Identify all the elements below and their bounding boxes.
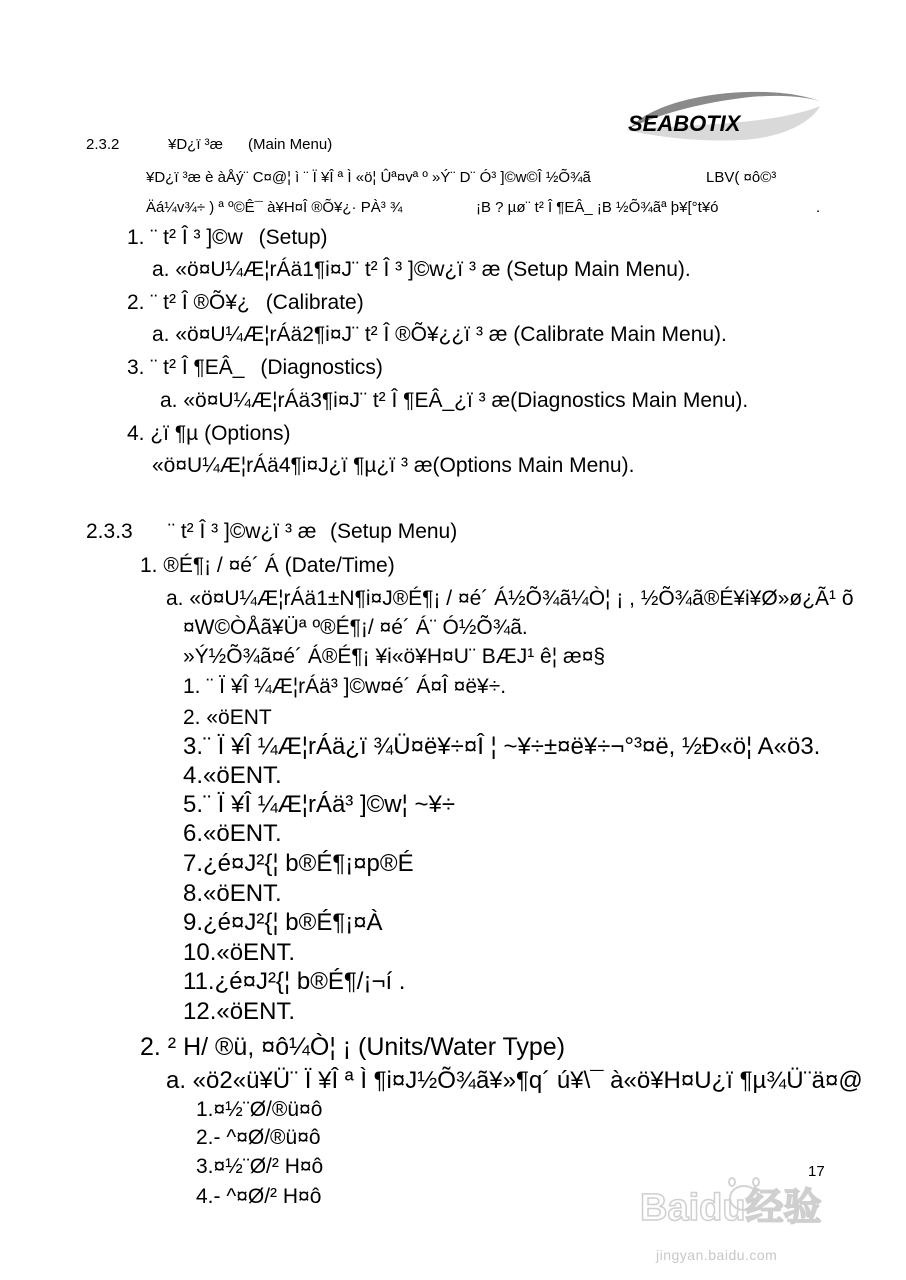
step-item: 11.¿é¤J²{¦ b®É¶/¡¬í .	[183, 968, 406, 995]
units-heading: 2. ² H/ ®ü, ¤ô¼Ò¦ ¡ (Units/Water Type)	[140, 1033, 566, 1061]
page-number: 17	[808, 1163, 825, 1180]
step-item: 1. ¨ Ï ¥Î ¼Æ¦rÁä³ ]©w¤é´ Á¤Î ¤ë¥÷.	[183, 675, 507, 698]
step-item: 9.¿é¤J²{¦ b®É¶¡¤À	[183, 909, 383, 936]
units-option: 4.- ^¤Ø/² H¤ô	[196, 1185, 322, 1208]
intro-line-2: Äá¼v¾÷ ) ª º©Ê¯ à¥H¤Î ®Õ¥¿· PÀ³ ¾	[146, 199, 403, 216]
step-item: 12.«öENT.	[183, 998, 296, 1025]
section-2-3-2-title: ¥D¿ï ³æ	[168, 136, 224, 153]
item-label: ¨ t² Î ¶EÂ_	[150, 356, 245, 379]
date-time-line-1: a. «ö¤U¼Æ¦rÁä1±N¶i¤J®É¶¡ / ¤é´ Á½Õ¾ã¼Ò¦ ¡ , ½Õ¾ã®É¥i¥Ø»ø¿Ã¹ õ	[166, 587, 854, 610]
seabotix-logo	[622, 88, 827, 146]
step-item: 2. «öENT	[183, 706, 272, 729]
units-option: 2.- ^¤Ø/®ü¤ô	[196, 1126, 321, 1149]
main-menu-item-options	[127, 422, 290, 446]
item-label: ¿ï ¶µ	[150, 422, 199, 445]
item-number: 2.	[127, 291, 145, 314]
setup-description: a. «ö¤U¼Æ¦rÁä1¶i¤J¨ t² Î ³ ]©w¿ï ³ æ (Setup Main Menu).	[152, 258, 691, 281]
item-label-en: (Calibrate)	[265, 291, 364, 314]
item-label-en: (Diagnostics)	[260, 356, 383, 379]
item-label: ¨ t² Î ³ ]©w	[150, 226, 243, 249]
logo-text: SEABOTIX	[628, 111, 741, 136]
intro-line-1: ¥D¿ï ³æ è àÅý¨ C¤@¦ ì ¨ Ï ¥Î ª Ì «ö¦ Ûª¤vª º »Ý¨ D¨ Ó³ ]©w©Î ½Õ¾ã	[146, 169, 591, 186]
diagnostics-description: a. «ö¤U¼Æ¦rÁä3¶i¤J¨ t² Î ¶EÂ_¿ï ³ æ(Diagnostics Main Menu).	[160, 389, 749, 412]
intro-line-2-middle: ¡B ? µø¨ t² Î ¶EÂ_ ¡B ½Õ¾ãª þ¥[°t¥ó	[476, 199, 719, 216]
units-option: 3.¤½¨Ø/² H¤ô	[196, 1155, 324, 1178]
watermark-brand: Baidu经验	[640, 1187, 822, 1229]
main-menu-item-calibrate	[127, 291, 364, 315]
units-description: a. «ö2«ü¥Ü¨ Ï ¥Î ª Ì ¶i¤J½Õ¾ã¥»¶q´ ú¥\¯ à«ö¥H¤U¿ï ¶µ¾Ü¨ä¤@	[166, 1067, 863, 1094]
step-item: 5.¨ Ï ¥Î ¼Æ¦rÁä³ ]©w¦ ~¥÷	[183, 791, 456, 818]
item-label-en: (Setup)	[258, 226, 328, 249]
step-item: 6.«öENT.	[183, 820, 282, 847]
seabotix-logo-graphic	[622, 88, 827, 146]
baidu-watermark	[640, 1170, 880, 1250]
item-number: 4.	[127, 422, 145, 445]
step-item: 4.«öENT.	[183, 762, 282, 789]
watermark-url: jingyan.baidu.com	[656, 1247, 778, 1263]
intro-line-2-end: .	[816, 199, 821, 216]
step-item: 7.¿é¤J²{¦ b®É¶¡¤p®É	[183, 850, 414, 877]
section-2-3-2-title-en: (Main Menu)	[248, 136, 333, 153]
date-time-line-2: ¤W©ÒÅã¥Üª º®É¶¡/ ¤é´ Á¨ Ó½Õ¾ã.	[183, 616, 528, 639]
item-label-en: (Options)	[204, 422, 291, 445]
section-2-3-3-title-en: (Setup Menu)	[330, 520, 458, 543]
step-item: 3.¨ Ï ¥Î ¼Æ¦rÁä¿ï ¾Ü¤ë¥÷¤Î ¦ ~¥÷±¤ë¥÷¬°³¤ë, ½Ð«ö¦ A«ö3.	[183, 733, 821, 760]
step-item: 8.«öENT.	[183, 880, 282, 907]
main-menu-item-diagnostics	[127, 356, 383, 380]
item-number: 1.	[127, 226, 145, 249]
item-label: ¨ t² Î ®Õ¥¿	[150, 291, 250, 314]
date-time-line-3: »Ý½Õ¾ã¤é´ Á®É¶¡ ¥i«ö¥H¤U¨ BÆJ¹ ê¦ æ¤§	[183, 645, 606, 668]
section-2-3-2-number: 2.3.2	[86, 136, 120, 153]
options-description: «ö¤U¼Æ¦rÁä4¶i¤J¿ï ¶µ¿ï ³ æ(Options Main Menu).	[152, 454, 635, 477]
item-number: 3.	[127, 356, 145, 379]
section-2-3-3-number: 2.3.3	[86, 520, 133, 543]
main-menu-item-setup	[127, 226, 328, 250]
section-2-3-3-title: ¨ t² Î ³ ]©w¿ï ³ æ	[168, 520, 317, 543]
calibrate-description: a. «ö¤U¼Æ¦rÁä2¶i¤J¨ t² Î ®Õ¥¿¿ï ³ æ (Calibrate Main Menu).	[152, 323, 727, 346]
units-option: 1.¤½¨Ø/®ü¤ô	[196, 1098, 323, 1121]
intro-line-1-right: LBV( ¤ô©³	[706, 169, 777, 186]
date-time-heading: 1. ®É¶¡ / ¤é´ Á (Date/Time)	[140, 554, 395, 577]
step-item: 10.«öENT.	[183, 939, 296, 966]
